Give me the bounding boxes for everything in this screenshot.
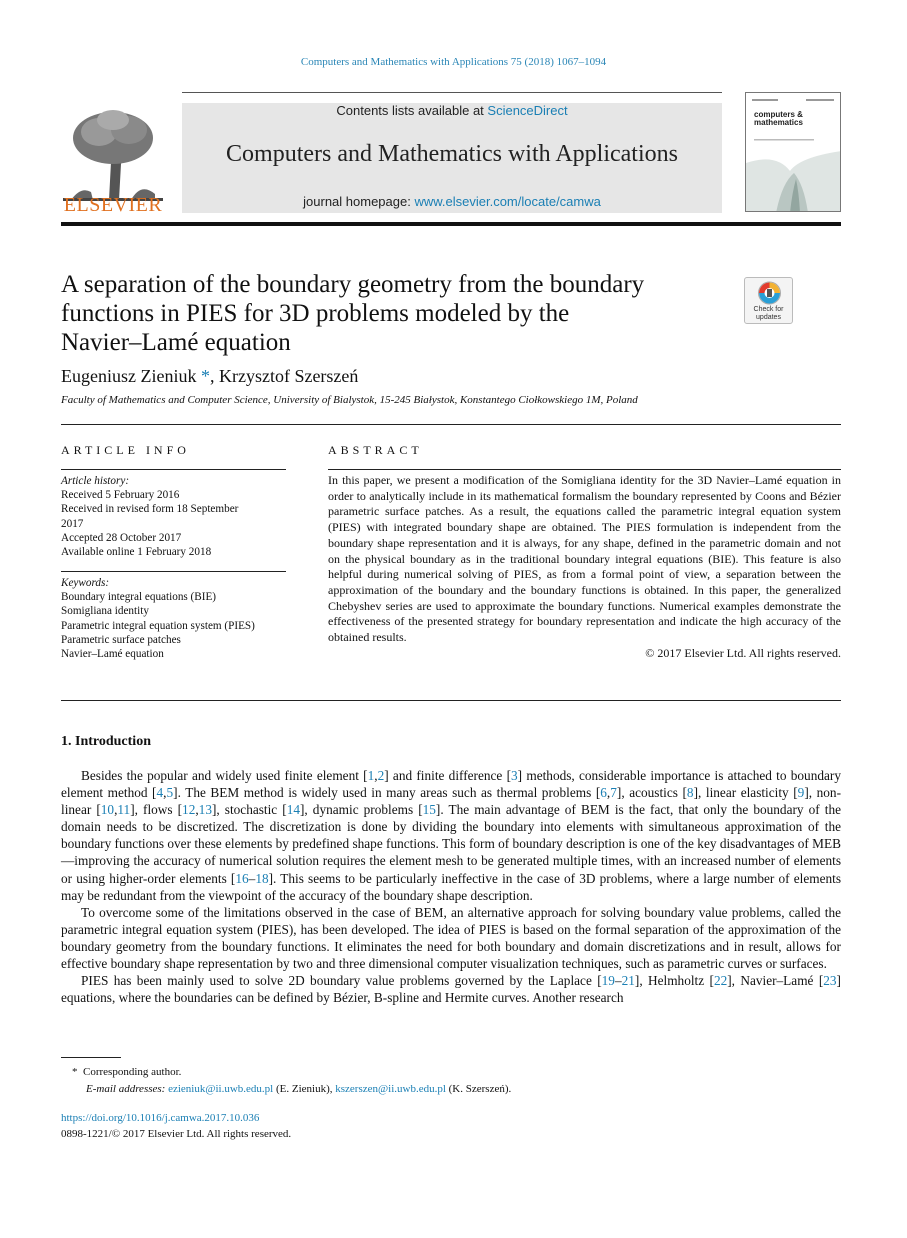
- journal-cover-thumbnail[interactable]: [745, 92, 841, 212]
- author-name: Krzysztof Szerszeń: [218, 366, 359, 386]
- corresponding-author-mark[interactable]: *: [200, 366, 210, 386]
- article-info-heading: ARTICLE INFO: [61, 443, 190, 457]
- masthead-rule: [182, 92, 722, 93]
- citation-link[interactable]: 6: [600, 785, 607, 801]
- cover-title: computers & mathematics: [754, 110, 803, 127]
- citation-link[interactable]: 23: [823, 973, 837, 989]
- doi-block: [61, 1111, 291, 1142]
- journal-homepage-link[interactable]: www.elsevier.com/locate/camwa: [414, 194, 601, 209]
- crossmark-icon: [745, 278, 794, 308]
- paragraph: PIES has been mainly used to solve 2D boundary value problems governed by the Laplace [19–21], Helmholtz [22], Navier–Lamé [23] equations, where the boundaries can be defined by Bézier, B-spline and Hermite curves. Another research: [61, 973, 841, 1006]
- homepage-line: journal homepage: www.elsevier.com/locate/camwa: [303, 194, 601, 209]
- copyright-notice: © 2017 Elsevier Ltd. All rights reserved.: [645, 645, 841, 660]
- citation-link[interactable]: 18: [255, 870, 269, 886]
- publisher-wordmark: ELSEVIER: [63, 194, 163, 216]
- section-divider: [61, 424, 841, 425]
- keywords: Keywords: Boundary integral equations (BIE) Somigliana identity Parametric integral equation system (PIES) Parametric surface patches Navier–Lamé equation: [61, 576, 286, 661]
- keyword: Somigliana identity: [61, 605, 149, 618]
- citation-link[interactable]: 10: [100, 802, 115, 818]
- check-for-updates-badge[interactable]: [744, 277, 793, 324]
- email-link[interactable]: ezieniuk@ii.uwb.edu.pl: [168, 1083, 274, 1095]
- masthead-thick-rule: [61, 222, 841, 226]
- citation-link[interactable]: 5: [166, 785, 174, 801]
- history-item: Received 5 February 2016: [61, 489, 180, 502]
- affiliation: Faculty of Mathematics and Computer Science, University of Bialystok, 15-245 Białystok, Konstantego Ciołkowskiego 1M, Poland: [61, 394, 638, 406]
- sciencedirect-link[interactable]: ScienceDirect: [487, 103, 568, 118]
- abstract-rule: [328, 469, 841, 470]
- abstract-heading: ABSTRACT: [328, 443, 423, 457]
- doi-link[interactable]: https://doi.org/10.1016/j.camwa.2017.10.036: [61, 1112, 260, 1124]
- masthead-panel: [182, 103, 722, 213]
- paragraph: To overcome some of the limitations observed in the case of BEM, an alternative approach for solving boundary value problems, called the parametric integral equation system (PIES), has been developed. The idea of PIES is based on the formal separation of the approximation of the boundary geometry from the boundary functions. It eliminates the need for both boundary and domain discretizations and in result, allows for effective boundary shape representation by two and three dimensional computer visualization techniques, such as parametric curves or surfaces.: [61, 904, 841, 972]
- footnotes: [72, 1064, 511, 1098]
- crossmark-label: Check for updates: [753, 306, 784, 321]
- citation-link[interactable]: 1: [367, 768, 375, 783]
- keyword: Parametric surface patches: [61, 633, 181, 646]
- email-note: E-mail addresses: ezieniuk@ii.uwb.edu.pl (E. Zieniuk), kszerszen@ii.uwb.edu.pl (K. Szerszeń).: [86, 1083, 512, 1095]
- journal-title: Computers and Mathematics with Applications: [226, 141, 678, 167]
- history-item: Accepted 28 October 2017: [61, 531, 182, 544]
- abstract-body: In this paper, we present a modification of the Somigliana identity for the 3D Navier–Lamé equation in order to analytically include in its mathematical formalism the boundary represented by Coons and Bézier parametric surface patches. As a result, the equations called the parametric integral equation system (PIES) with integrated boundary shape are obtained. The PIES formulation is independent from the boundary shape representation and it is always, for any shape, defined in the parametric domain and not on the physical boundary as in the traditional boundary integral equations (BIE). This feature is also helpful during numerical solving of PIES, as from a formal point of view, a separation between the approximation of the boundary and the boundary functions is obtained. In this paper, the generalized Chebyshev series are used to approximate the boundary functions. Numerical examples demonstrate the effectiveness of the presented strategy for boundary representation and indicate the high accuracy of the obtained results. © 2017 Elsevier Ltd. All rights reserved.: [328, 473, 841, 660]
- keywords-rule: [61, 571, 286, 572]
- corresponding-author-note: * Corresponding author.: [72, 1066, 182, 1078]
- article-title: A separation of the boundary geometry from the boundary functions in PIES for 3D problems modeled by the Navier–Lamé equation: [61, 271, 645, 356]
- issn-line: 0898-1221/© 2017 Elsevier Ltd. All rights reserved.: [61, 1127, 292, 1140]
- citation-link[interactable]: 15: [422, 802, 436, 818]
- citation-link[interactable]: 4: [156, 785, 164, 801]
- journal-citation[interactable]: Computers and Mathematics with Applications 75 (2018) 1067–1094: [300, 56, 607, 68]
- keyword: Parametric integral equation system (PIES): [61, 619, 255, 632]
- author-name: Eugeniusz Zieniuk: [61, 366, 197, 386]
- email-link[interactable]: kszerszen@ii.uwb.edu.pl: [335, 1083, 446, 1095]
- citation-link[interactable]: 3: [511, 768, 518, 783]
- keyword: Navier–Lamé equation: [61, 648, 164, 661]
- citation-link[interactable]: 7: [610, 785, 617, 801]
- history-item: Available online 1 February 2018: [61, 546, 212, 559]
- citation-link[interactable]: 22: [713, 973, 728, 989]
- citation-link[interactable]: 11: [117, 802, 131, 818]
- keyword: Boundary integral equations (BIE): [61, 591, 217, 604]
- section-heading: 1. Introduction: [61, 734, 151, 749]
- article-history: Article history: Received 5 February 2016 Received in revised form 18 September 2017 Accepted 28 October 2017 Available online 1 February 2018: [61, 474, 286, 559]
- citation-link[interactable]: 12: [182, 802, 196, 818]
- introduction-body: [61, 767, 841, 1006]
- journal-masthead: [61, 92, 841, 222]
- article-info-rule: [61, 469, 286, 470]
- citation-link[interactable]: 2: [377, 768, 385, 783]
- citation-link[interactable]: 9: [797, 785, 805, 801]
- citation-link[interactable]: 14: [286, 802, 300, 818]
- footnote-rule: [61, 1057, 121, 1058]
- author-list: Eugeniusz Zieniuk *, Krzysztof Szerszeń: [61, 366, 359, 386]
- citation-link[interactable]: 19: [601, 973, 615, 989]
- citation-link[interactable]: 21: [621, 973, 635, 989]
- contents-line: Contents lists available at ScienceDirect: [336, 103, 568, 118]
- history-item: 2017: [61, 517, 84, 530]
- history-item: Received in revised form 18 September: [61, 503, 239, 516]
- citation-link[interactable]: 8: [686, 785, 694, 801]
- citation-link[interactable]: 16: [235, 870, 249, 886]
- section-divider: [61, 700, 841, 701]
- citation-link[interactable]: 13: [198, 802, 212, 818]
- paragraph: Besides the popular and widely used finite element [1,2] and finite difference [3] methods, considerable importance is attached to boundary element method [4,5]. The BEM method is widely used in many areas such as thermal problems [6,7], acoustics [8], linear elasticity [9], non-linear [10,11], flows [12,13], stochastic [14], dynamic problems [15]. The main advantage of BEM is the fact, that only the boundary of the domain needs to be discretized. The discretization is done by dividing the boundary into elements with simultaneous approximation of the boundary functions over these elements by predefined shape functions. This form of boundary description is one of the key disadvantages of MEB—improving the accuracy of numerical solution requires the element mesh to be generated multiple times, with an increased number of elements or using higher-order elements [16–18]. This seems to be particularly ineffective in the case of 3D problems, where a large number of elements may be redundant from the viewpoint of the accuracy of the boundary shape description.: [61, 768, 841, 903]
